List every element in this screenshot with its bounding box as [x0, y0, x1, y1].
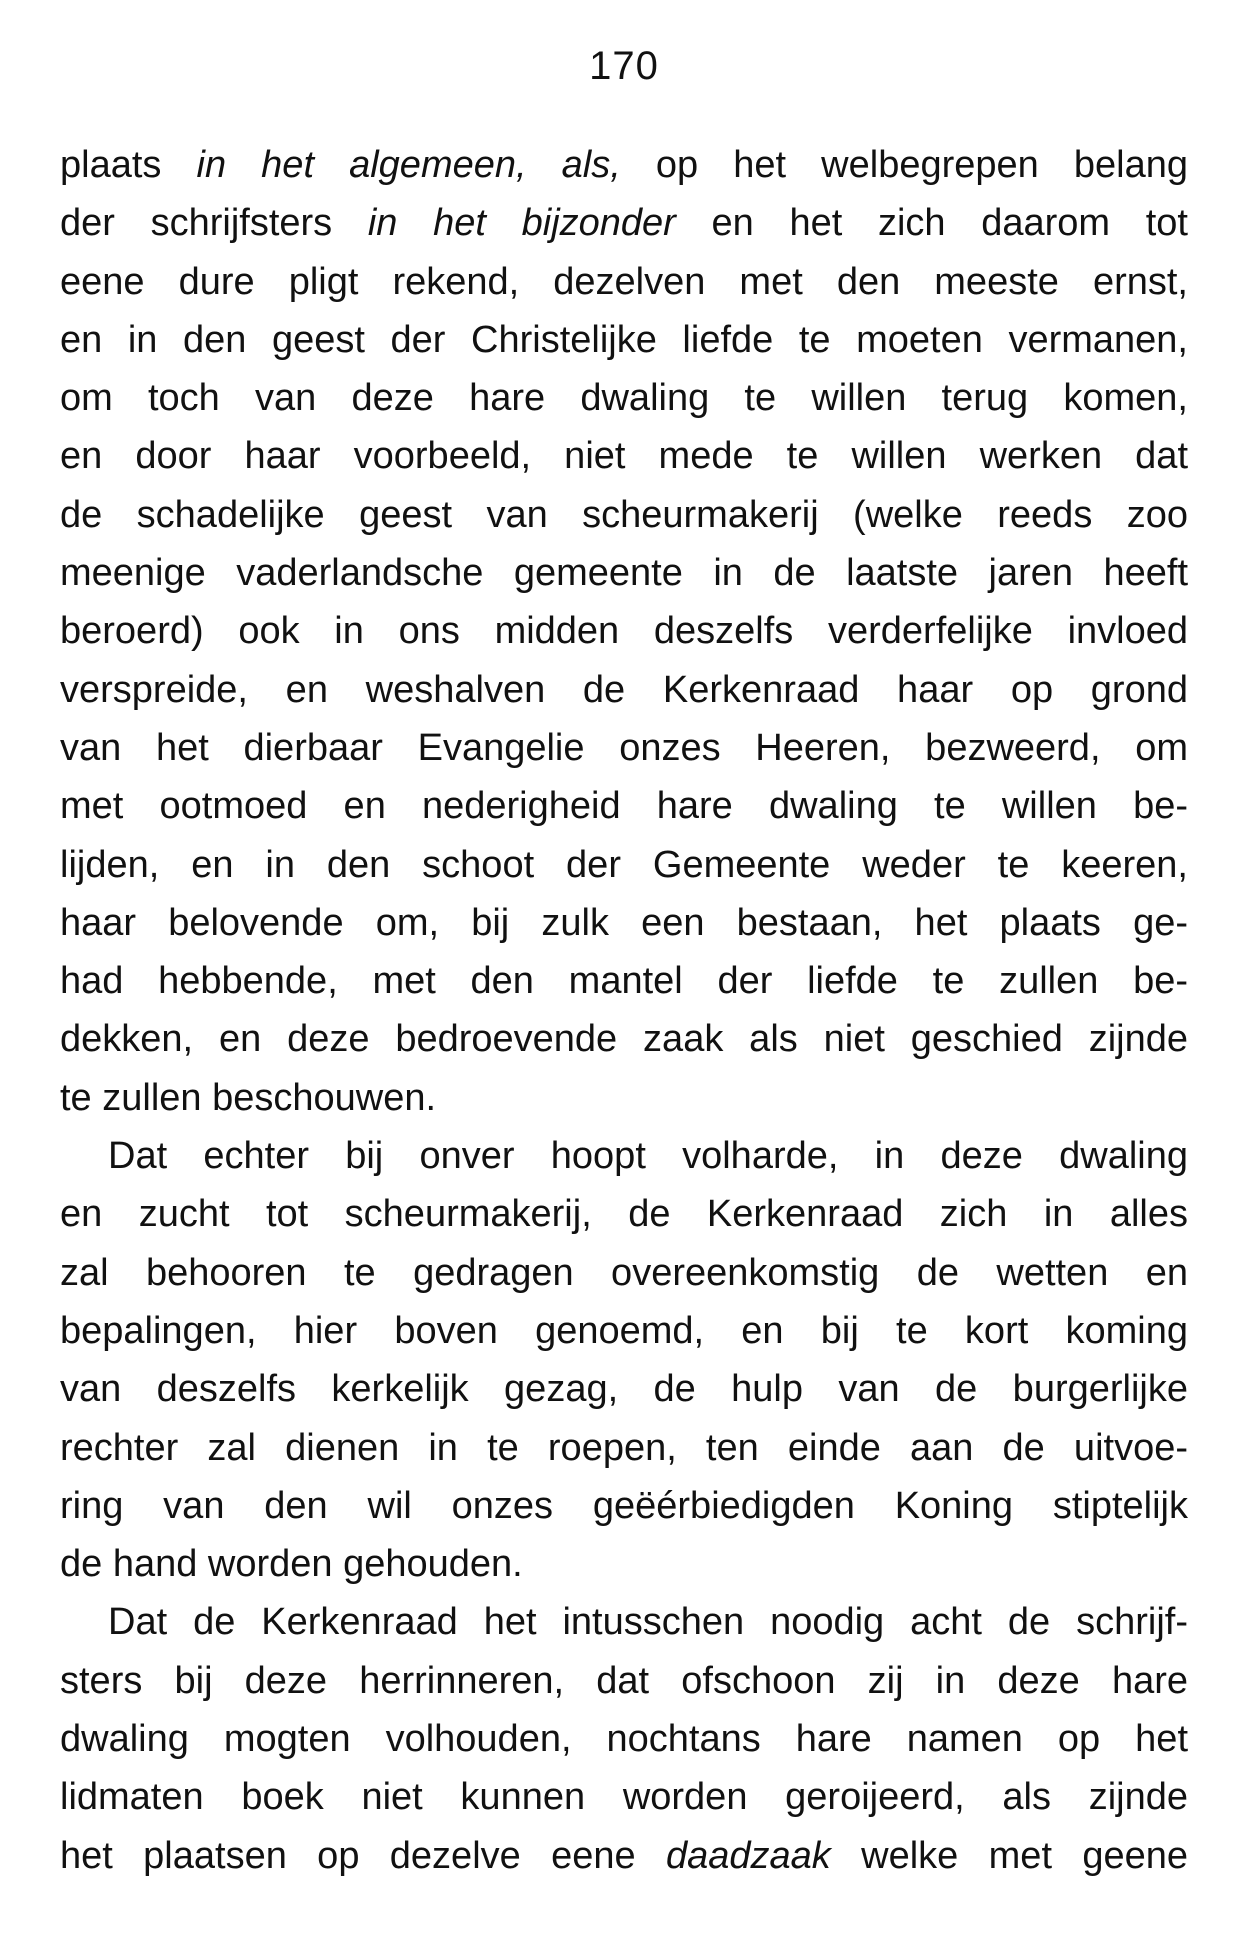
text-line — [60, 1185, 1188, 1243]
text-line — [60, 253, 1188, 311]
text-line — [60, 1710, 1188, 1768]
text-line — [60, 1827, 1188, 1885]
text-line — [60, 1010, 1188, 1068]
text-line — [60, 194, 1188, 252]
text-line — [60, 1360, 1188, 1418]
italic-text: daadzaak — [666, 1834, 831, 1877]
text-segment: en in den geest der Christelijke liefde te moeten vermanen, — [60, 318, 1188, 361]
text-line — [60, 777, 1188, 835]
text-segment: zal behooren te gedragen overeenkomstig de wetten en — [60, 1251, 1188, 1294]
text-segment: de hand worden gehouden. — [60, 1543, 523, 1586]
text-segment: en zucht tot scheurmakerij, de Kerkenraad zich in alles — [60, 1193, 1188, 1236]
text-line — [60, 1535, 1188, 1593]
text-line — [60, 136, 1188, 194]
text-segment: bepalingen, hier boven genoemd, en bij te kort koming — [60, 1309, 1188, 1352]
text-line — [60, 894, 1188, 952]
text-line — [60, 1302, 1188, 1360]
text-line — [60, 1069, 1188, 1127]
text-segment: plaats — [60, 144, 197, 186]
text-segment: rechter zal dienen in te roepen, ten einde aan de uitvoe- — [60, 1426, 1188, 1469]
body-text — [60, 136, 1188, 1885]
text-segment: sters bij deze herrinneren, dat ofschoon zij in deze hare — [60, 1659, 1188, 1702]
text-segment: ring van den wil onzes geëérbiedigden Koning stiptelijk — [60, 1484, 1188, 1527]
paragraph — [60, 136, 1188, 1127]
text-segment: beroerd) ook in ons midden deszelfs verderfelijke invloed — [60, 610, 1188, 653]
text-segment: meenige vaderlandsche gemeente in de laatste jaren heeft — [60, 552, 1188, 595]
text-line — [60, 1593, 1188, 1651]
text-segment: Dat echter bij onver hoopt volharde, in deze dwaling — [108, 1135, 1188, 1178]
text-line — [60, 952, 1188, 1010]
text-segment: de schadelijke geest van scheurmakerij (welke reeds zoo — [60, 493, 1188, 536]
text-segment: verspreide, en weshalven de Kerkenraad haar op grond — [60, 668, 1188, 711]
text-segment: Dat de Kerkenraad het intusschen noodig acht de schrijf- — [108, 1601, 1188, 1644]
paragraph — [60, 1127, 1188, 1593]
text-segment: lijden, en in den schoot der Gemeente weder te keeren, — [60, 843, 1188, 886]
text-segment: dwaling mogten volhouden, nochtans hare namen op het — [60, 1718, 1188, 1761]
text-segment: lidmaten boek niet kunnen worden geroijeerd, als zijnde — [60, 1776, 1188, 1819]
italic-text: in het bijzonder — [367, 202, 676, 245]
text-line — [60, 311, 1188, 369]
text-segment: haar belovende om, bij zulk een bestaan, het plaats ge- — [60, 901, 1188, 944]
text-line — [60, 486, 1188, 544]
text-segment: van het dierbaar Evangelie onzes Heeren, bezweerd, om — [60, 726, 1188, 769]
text-line — [60, 1419, 1188, 1477]
text-segment: had hebbende, met den mantel der liefde te zullen be- — [60, 960, 1188, 1003]
text-line — [60, 719, 1188, 777]
paragraph — [60, 1593, 1188, 1884]
text-segment: van deszelfs kerkelijk gezag, de hulp van de burgerlijke — [60, 1368, 1188, 1411]
text-line — [60, 1127, 1188, 1185]
text-line — [60, 602, 1188, 660]
text-line — [60, 1652, 1188, 1710]
text-segment: en door haar voorbeeld, niet mede te willen werken dat — [60, 435, 1188, 478]
text-segment: met ootmoed en nederigheid hare dwaling te willen be- — [60, 785, 1188, 828]
text-line — [60, 661, 1188, 719]
text-line — [60, 427, 1188, 485]
text-segment: te zullen beschouwen. — [60, 1076, 437, 1119]
italic-text: in het algemeen, als, — [196, 144, 621, 186]
text-segment: om toch van deze hare dwaling te willen terug komen, — [60, 377, 1188, 420]
text-segment: en het zich daarom tot — [675, 202, 1188, 245]
text-line — [60, 1768, 1188, 1826]
book-page — [60, 0, 1188, 1956]
text-segment: der schrijfsters — [60, 202, 368, 245]
text-segment: op het welbegrepen belang — [620, 144, 1188, 186]
text-line — [60, 1477, 1188, 1535]
text-line — [60, 1244, 1188, 1302]
text-segment: eene dure pligt rekend, dezelven met den meeste ernst, — [60, 260, 1188, 303]
text-segment: dekken, en deze bedroevende zaak als niet geschied zijnde — [60, 1018, 1188, 1061]
text-line — [60, 544, 1188, 602]
text-segment: welke met geene — [830, 1834, 1188, 1877]
text-line — [60, 369, 1188, 427]
text-segment: het plaatsen op dezelve eene — [60, 1834, 666, 1877]
text-line — [60, 836, 1188, 894]
page-number: 170 — [589, 44, 659, 88]
